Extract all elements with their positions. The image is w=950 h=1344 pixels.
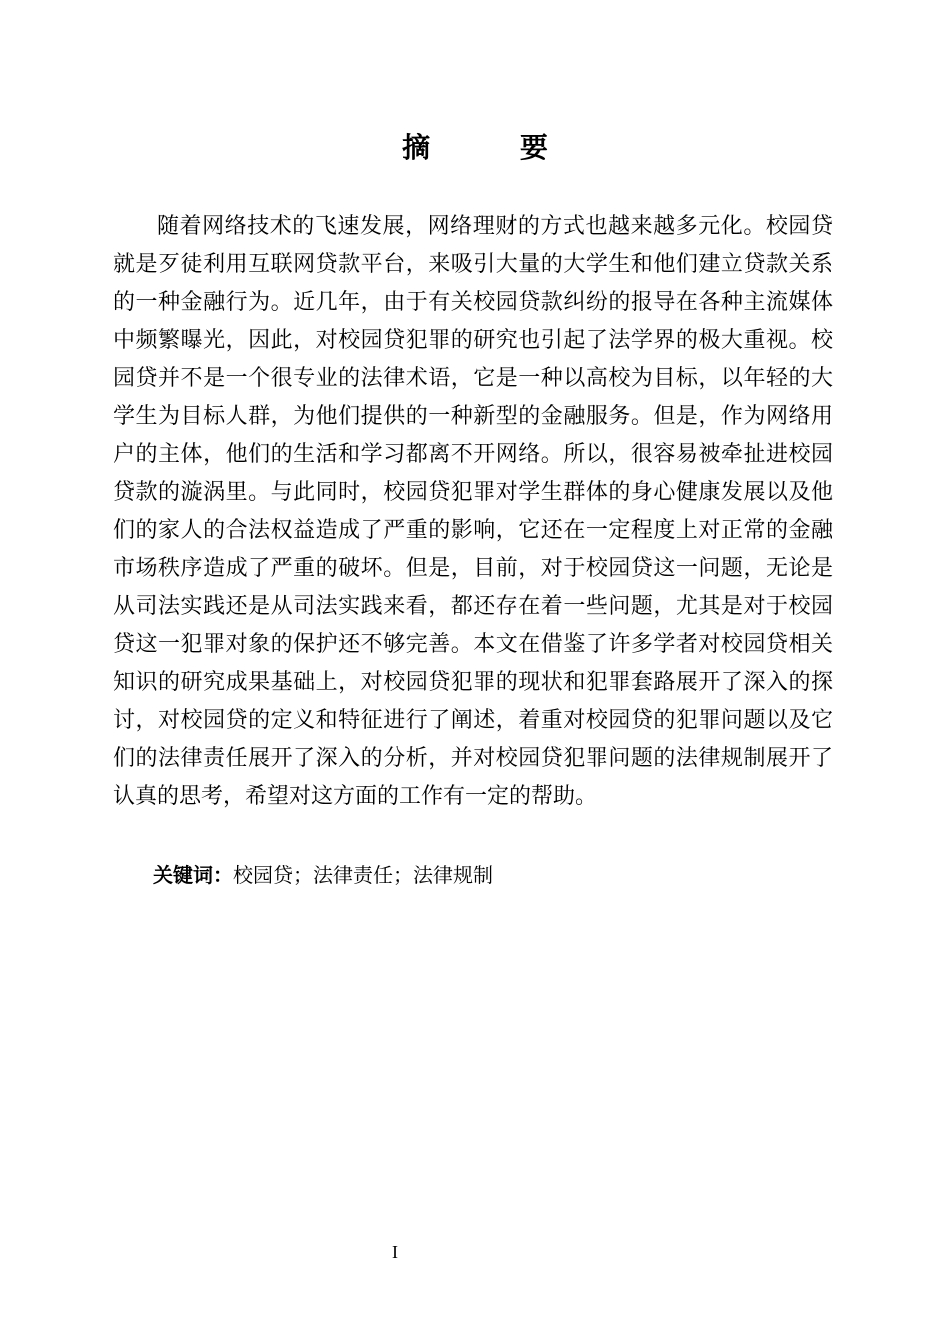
keywords-line [153,856,833,894]
keywords-value: 校园贷；法律责任；法律规制 [233,863,493,887]
abstract-paragraph: 随着网络技术的飞速发展，网络理财的方式也越来越多元化。校园贷就是歹徒利用互联网贷款平台，来吸引大量的大学生和他们建立贷款关系的一种金融行为。近几年，由于有关校园贷款纠纷的报导在各种主流媒体中频繁曝光，因此，对校园贷犯罪的研究也引起了法学界的极大重视。校园贷并不是一个很专业的法律术语，它是一种以高校为目标，以年轻的大学生为目标人群，为他们提供的一种新型的金融服务。但是，作为网络用户的主体，他们的生活和学习都离不开网络。所以，很容易被牵扯进校园贷款的漩涡里。与此同时，校园贷犯罪对学生群体的身心健康发展以及他们的家人的合法权益造成了严重的影响，它还在一定程度上对正常的金融市场秩序造成了严重的破坏。但是，目前，对于校园贷这一问题，无论是从司法实践还是从司法实践来看，都还存在着一些问题，尤其是对于校园贷这一犯罪对象的保护还不够完善。本文在借鉴了许多学者对校园贷相关知识的研究成果基础上，对校园贷犯罪的现状和犯罪套路展开了深入的探讨，对校园贷的定义和特征进行了阐述，着重对校园贷的犯罪问题以及它们的法律责任展开了深入的分析，并对校园贷犯罪问题的法律规制展开了认真的思考，希望对这方面的工作有一定的帮助。 [113,214,833,809]
abstract-title: 摘 要 [402,131,588,164]
page-number: I [392,1242,398,1262]
keywords-label: 关键词： [153,863,233,887]
